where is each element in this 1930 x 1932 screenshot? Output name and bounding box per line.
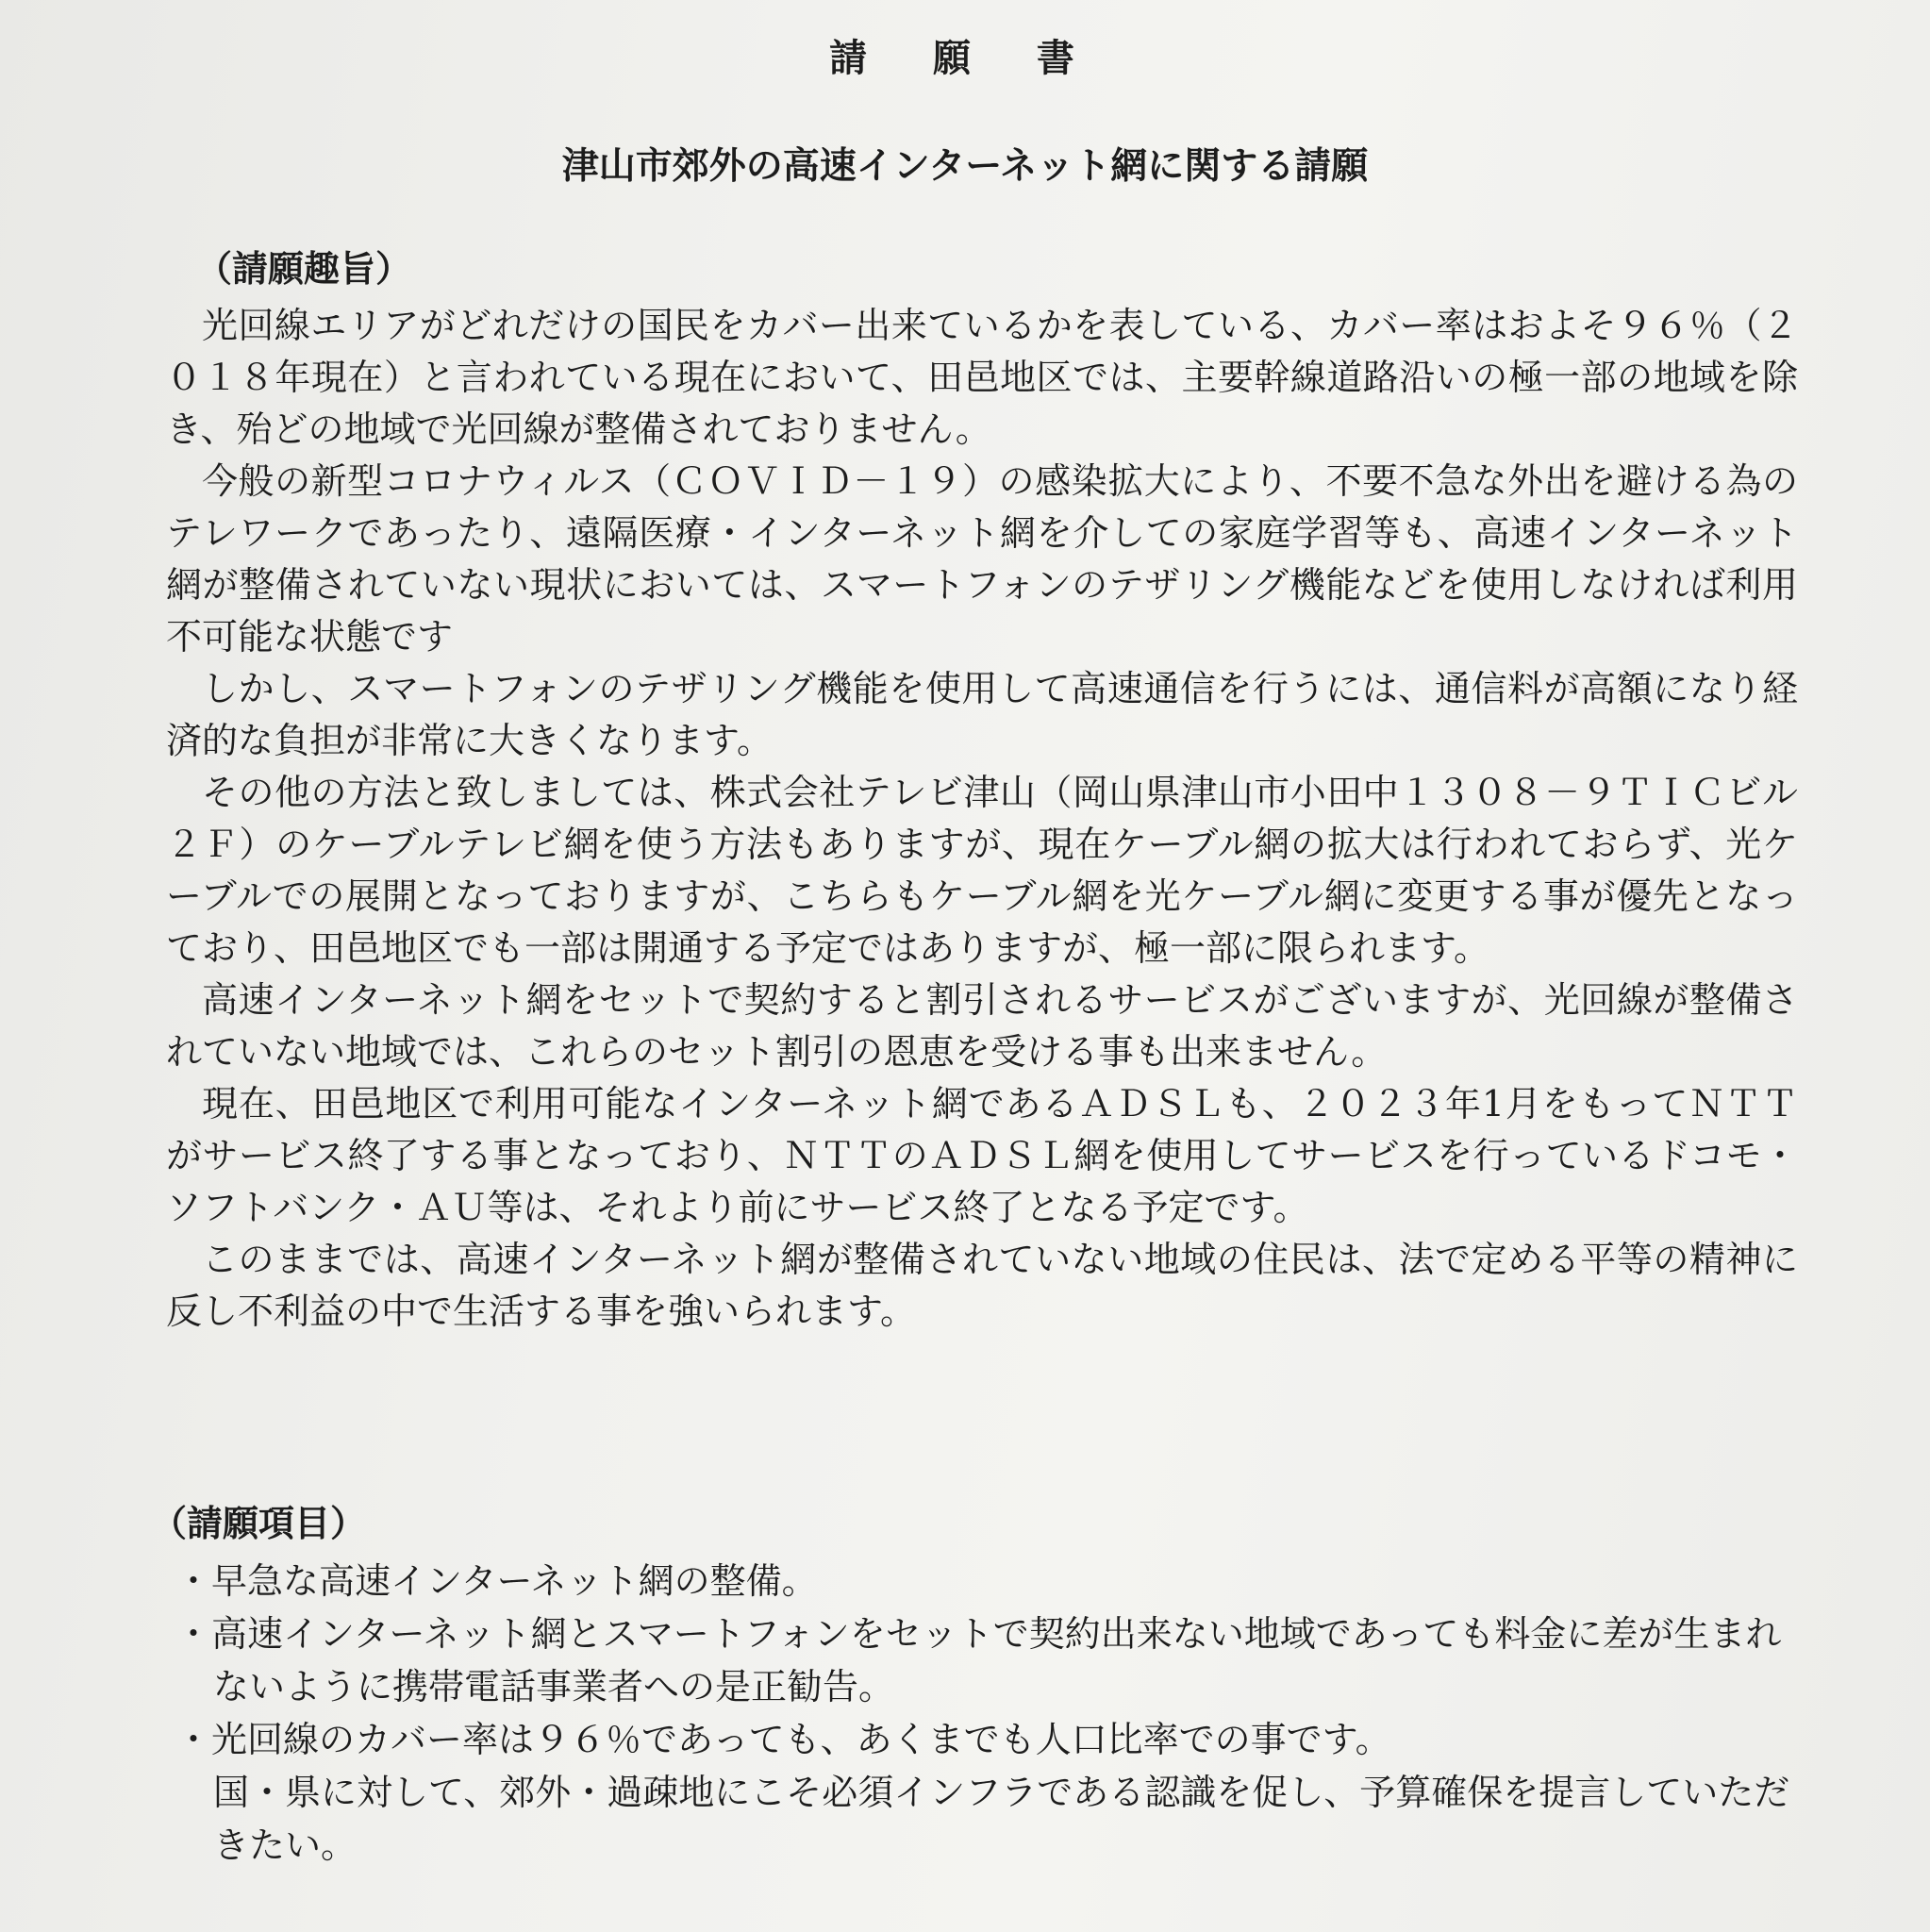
purpose-paragraph: 光回線エリアがどれだけの国民をカバー出来ているかを表している、カバー率はおよそ９６％（２０１８年現在）と言われている現在において、田邑地区では、主要幹線道路沿いの極一部の地域を除き、殆どの地域で光回線が整備されておりません。	[166, 305, 1798, 450]
petition-item-text: ・高速インターネット網とスマートフォンをセットで契約出来ない地域であっても料金に差が生まれないように携帯電話事業者への是正勧告。	[175, 1613, 1782, 1707]
petition-item-note: 国・県に対して、郊外・過疎地にこそ必須インフラである認識を促し、予算確保を提言していただきたい。	[213, 1772, 1790, 1866]
petition-item-text: ・早急な高速インターネット網の整備。	[175, 1560, 818, 1602]
purpose-paragraph: 現在、田邑地区で利用可能なインターネット網であるＡＤＳＬも、２０２３年1月をもってＮＴＴがサービス終了する事となっており、ＮＴＴのＡＤＳＬ網を使用してサービスを行っているドコモ・ソフトバンク・ＡＵ等は、それより前にサービス終了となる予定です。	[166, 1083, 1798, 1228]
list-item	[175, 1555, 1798, 1607]
items-heading: （請願項目）	[151, 1502, 367, 1544]
purpose-paragraph: 高速インターネット網をセットで契約すると割引されるサービスがございますが、光回線が整備されていない地域では、これらのセット割引の恩恵を受ける事も出来ません。	[166, 979, 1798, 1073]
document-heading: 請 願 書	[829, 36, 1101, 80]
petition-item-text: ・光回線のカバー率は９６％であっても、あくまでも人口比率での事です。	[175, 1719, 1391, 1760]
purpose-heading: （請願趣旨）	[196, 247, 412, 290]
list-item	[175, 1607, 1798, 1713]
list-item	[175, 1713, 1798, 1872]
purpose-paragraph: 今般の新型コロナウィルス（ＣＯＶＩＤ－１９）の感染拡大により、不要不急な外出を避ける為のテレワークであったり、遠隔医療・インターネット網を介しての家庭学習等も、高速インターネット網が整備されていない現状においては、スマートフォンのテザリング機能などを使用しなければ利用不可能な状態です	[166, 460, 1798, 658]
purpose-paragraph: その他の方法と致しましては、株式会社テレビ津山（岡山県津山市小田中１３０８－９ＴＩＣビル２Ｆ）のケーブルテレビ網を使う方法もありますが、現在ケーブル網の拡大は行われておらず、光ケーブルでの展開となっておりますが、こちらもケーブル網を光ケーブル網に変更する事が優先となっており、田邑地区でも一部は開通する予定ではありますが、極一部に限られます。	[166, 772, 1798, 969]
purpose-body	[166, 300, 1798, 1338]
petition-title: 津山市郊外の高速インターネット網に関する請願	[561, 144, 1369, 188]
purpose-paragraph: このままでは、高速インターネット網が整備されていない地域の住民は、法で定める平等の精神に反し不利益の中で生活する事を強いられます。	[166, 1239, 1798, 1332]
petition-items-list	[175, 1555, 1798, 1872]
purpose-paragraph: しかし、スマートフォンのテザリング機能を使用して高速通信を行うには、通信料が高額になり経済的な負担が非常に大きくなります。	[166, 668, 1798, 761]
